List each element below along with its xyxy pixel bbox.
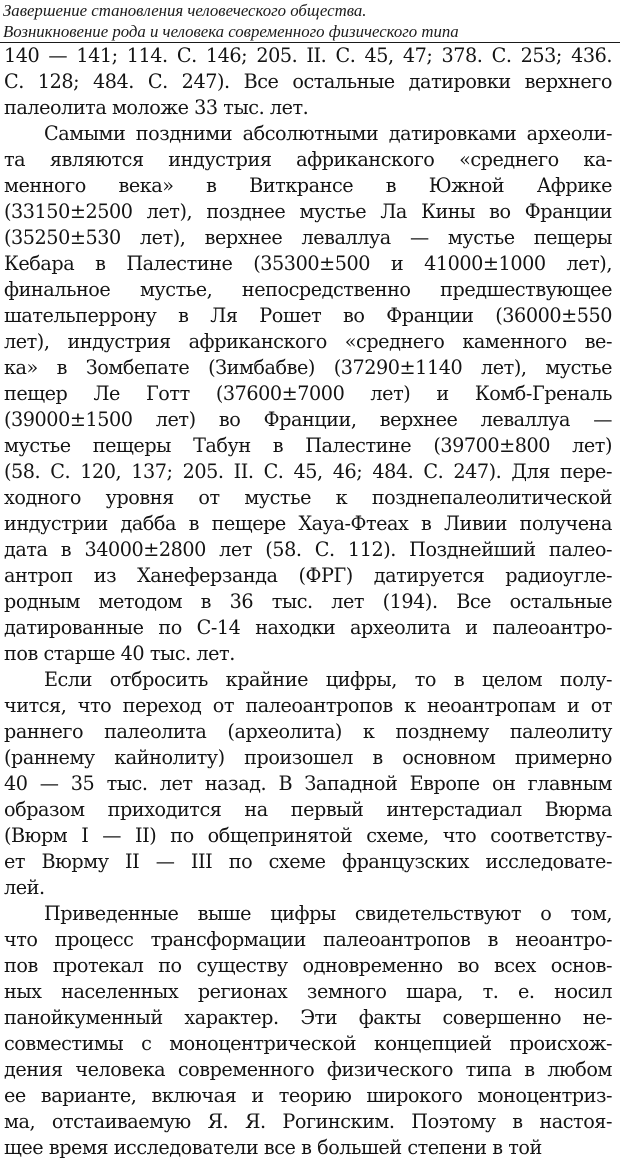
text-line: 40 — 35 тыс. лет назад. В Западной Европе он главным — [4, 772, 612, 795]
text-line: ма, отстаиваемую Я. Я. Рогинским. Поэтому в настоя- — [4, 1110, 612, 1133]
text-line: та являются индустрия африканского «среднего ка- — [4, 148, 612, 171]
text-line: щее время исследователи все в большей степени в той — [4, 1136, 542, 1159]
running-head — [3, 0, 615, 42]
text-line: ходного уровня от мустье к позднепалеолитической — [4, 486, 612, 509]
text-line: пещер Ле Готт (37600±7000 лет) и Комб-Греналь — [4, 382, 612, 405]
text-line: датированные по С-14 находки археолита и палеоантро- — [4, 616, 612, 639]
text-line: ка» в Зомбепате (Зимбабве) (37290±1140 лет), мустье — [4, 356, 612, 379]
paragraph — [4, 43, 612, 121]
text-line: ет Вюрму II — III по схеме французских исследовате- — [4, 850, 612, 873]
text-line: 140 — 141; 114. С. 146; 205. II. С. 45, 47; 378. С. 253; 436. — [4, 44, 612, 67]
text-line: дата в 34000±2800 лет (58. С. 112). Позднейший палео- — [4, 538, 612, 561]
text-line: антроп из Ханеферзанда (ФРГ) датируется радиоугле- — [4, 564, 612, 587]
text-line: (39000±1500 лет) во Франции, верхнее леваллуа — — [4, 408, 612, 431]
text-line: (33150±2500 лет), позднее мустье Ла Кины во Франции — [4, 200, 612, 223]
running-head-line: Завершение становления человеческого общества. — [3, 1, 367, 20]
running-head-line: Возникновение рода и человека современного физического типа — [3, 22, 459, 41]
text-line: лей. — [4, 876, 45, 899]
text-line: финальное мустье, непосредственно предшествующее — [4, 278, 612, 301]
text-line: панойкуменный характер. Эти факты совершенно не- — [4, 1006, 612, 1029]
paragraph — [4, 121, 612, 667]
text-line: Если отбросить крайние цифры, то в целом полу- — [44, 668, 612, 691]
text-line: родным методом в 36 тыс. лет (194). Все остальные — [4, 590, 612, 613]
paragraph — [4, 667, 612, 901]
text-line: Самыми поздними абсолютными датировками археоли- — [44, 122, 612, 145]
text-line: (раннему кайнолиту) произошел в основном примерно — [4, 746, 612, 769]
text-line: палеолита моложе 33 тыс. лет. — [4, 96, 309, 119]
text-line: менного века» в Виткрансе в Южной Африке — [4, 174, 612, 197]
text-line: ных населенных регионах земного шара, т. е. носил — [4, 980, 612, 1003]
text-line: пов старше 40 тыс. лет. — [4, 642, 235, 665]
text-line: образом приходится на первый интерстадиал Вюрма — [4, 798, 612, 821]
text-line: Приведенные выше цифры свидетельствуют о том, — [44, 902, 612, 925]
text-line: (58. С. 120, 137; 205. II. С. 45, 46; 484. С. 247). Для пере- — [4, 460, 612, 483]
text-line: пов протекал по существу одновременно во всех основ- — [4, 954, 612, 977]
text-line: С. 128; 484. С. 247). Все остальные датировки верхнего — [4, 70, 612, 93]
text-line: ее варианте, включая и теорию широкого моноцентриз- — [4, 1084, 612, 1107]
text-line: индустрии дабба в пещере Хауа-Фтеах в Ливии получена — [4, 512, 612, 535]
text-line: (Вюрм I — II) по общепринятой схеме, что соответству- — [4, 824, 612, 847]
text-line: Кебара в Палестине (35300±500 и 41000±1000 лет), — [4, 252, 612, 275]
text-line: совместимы с моноцентрической концепцией происхож- — [4, 1032, 612, 1055]
paragraph — [4, 901, 612, 1161]
text-line: шательперрону в Ля Рошет во Франции (36000±550 — [4, 304, 612, 327]
text-line: чится, что переход от палеоантропов к неоантропам и от — [4, 694, 612, 717]
text-line: лет), индустрия африканского «среднего каменного ве- — [4, 330, 612, 353]
text-line: (35250±530 лет), верхнее леваллуа — мустье пещеры — [4, 226, 612, 249]
text-line: что процесс трансформации палеоантропов в неоантро- — [4, 928, 612, 951]
body-text — [4, 43, 612, 1161]
text-line: раннего палеолита (археолита) к позднему палеолиту — [4, 720, 612, 743]
text-line: мустье пещеры Табун в Палестине (39700±800 лет) — [4, 434, 612, 457]
text-line: дения человека современного физического типа в любом — [4, 1058, 612, 1081]
